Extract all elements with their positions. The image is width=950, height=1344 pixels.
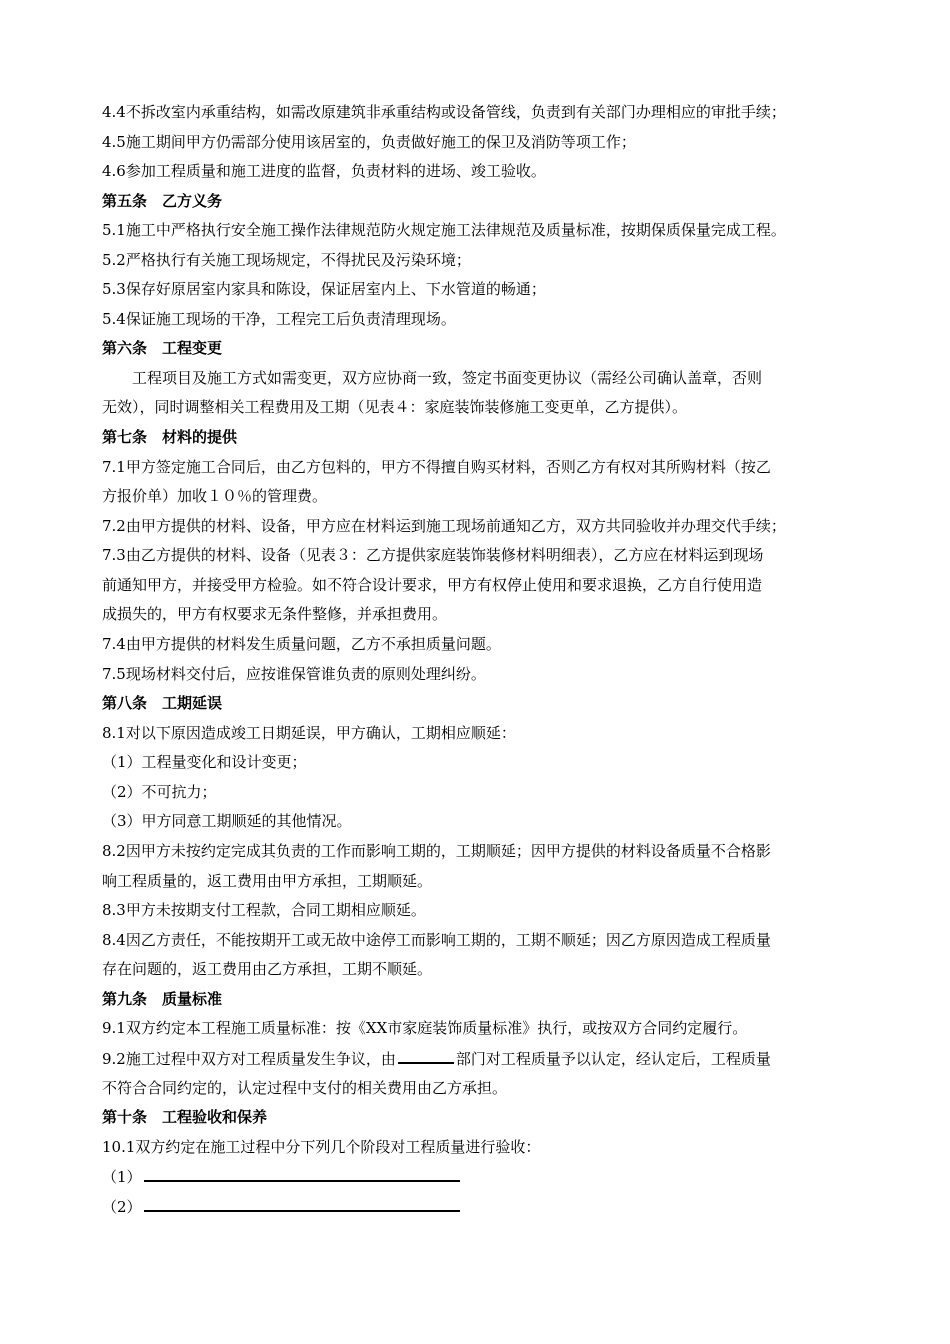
clause-line: 7.1甲方签定施工合同后，由乙方包料的，甲方不得擅自购买材料，否则乙方有权对其所购材料（按乙 bbox=[102, 458, 771, 476]
clause-line: 4.5施工期间甲方仍需部分使用该居室的，负责做好施工的保卫及消防等项工作； bbox=[102, 133, 636, 151]
clause-line: 8.2因甲方未按约定完成其负责的工作而影响工期的，工期顺延；因甲方提供的材料设备质量不合格影 bbox=[102, 842, 771, 860]
clause-line: 前通知甲方，并接受甲方检验。如不符合设计要求，甲方有权停止使用和要求退换，乙方自行使用造 bbox=[102, 576, 763, 594]
line-text: （2） bbox=[102, 1198, 142, 1216]
blank-underline bbox=[398, 1048, 454, 1064]
clause-line: 4.4不拆改室内承重结构，如需改原建筑非承重结构或设备管线，负责到有关部门办理相应的审批手续； bbox=[102, 103, 786, 121]
clause-line: 不符合合同约定的，认定过程中支付的相关费用由乙方承担。 bbox=[102, 1079, 508, 1097]
section-heading: 第八条 工期延误 bbox=[102, 694, 223, 712]
clause-line: 7.2由甲方提供的材料、设备，甲方应在材料运到施工现场前通知乙方，双方共同验收并办理交代手续； bbox=[102, 517, 786, 535]
fill-in-line bbox=[102, 1048, 771, 1069]
fill-in-line bbox=[102, 1196, 462, 1217]
clause-line: 7.5现场材料交付后，应按谁保管谁负责的原则处理纠纷。 bbox=[102, 665, 486, 683]
section-heading: 第六条 工程变更 bbox=[102, 339, 223, 357]
line-text: （1） bbox=[102, 1168, 142, 1186]
clause-line: 5.3保存好原居室内家具和陈设，保证居室内上、下水管道的畅通； bbox=[102, 280, 546, 298]
clause-line: 9.1双方约定本工程施工质量标准：按《XX市家庭装饰质量标准》执行，或按双方合同约定履行。 bbox=[102, 1019, 748, 1037]
clause-line: （1）工程量变化和设计变更； bbox=[102, 753, 307, 771]
blank-underline bbox=[144, 1196, 460, 1212]
clause-line: 8.3甲方未按期支付工程款，合同工期相应顺延。 bbox=[102, 901, 426, 919]
clause-line: 5.2严格执行有关施工现场规定，不得扰民及污染环境； bbox=[102, 251, 471, 269]
clause-line: 10.1双方约定在施工过程中分下列几个阶段对工程质量进行验收： bbox=[102, 1138, 541, 1156]
clause-line: 无效），同时调整相关工程费用及工期（见表４：家庭装饰装修施工变更单，乙方提供）。 bbox=[102, 398, 688, 416]
line-text: 部门对工程质量予以认定，经认定后，工程质量 bbox=[455, 1050, 771, 1068]
blank-underline bbox=[144, 1166, 460, 1182]
section-heading: 第五条 乙方义务 bbox=[102, 192, 223, 210]
clause-line: 存在问题的，返工费用由乙方承担，工期不顺延。 bbox=[102, 960, 433, 978]
clause-line: 7.3由乙方提供的材料、设备（见表３：乙方提供家庭装饰装修材料明细表），乙方应在材料运到现场 bbox=[102, 546, 764, 564]
section-heading: 第九条 质量标准 bbox=[102, 990, 223, 1008]
clause-line: 工程项目及施工方式如需变更，双方应协商一致，签定书面变更协议（需经公司确认盖章，否则 bbox=[102, 369, 763, 387]
clause-line: 成损失的，甲方有权要求无条件整修，并承担费用。 bbox=[102, 605, 448, 623]
clause-line: （3）甲方同意工期顺延的其他情况。 bbox=[102, 812, 352, 830]
section-heading: 第十条 工程验收和保养 bbox=[102, 1108, 268, 1126]
clause-line: 8.1对以下原因造成竣工日期延误，甲方确认，工期相应顺延： bbox=[102, 724, 516, 742]
clause-line: 5.4保证施工现场的干净，工程完工后负责清理现场。 bbox=[102, 310, 456, 328]
clause-line: 5.1施工中严格执行安全施工操作法律规范防火规定施工法律规范及质量标准，按期保质保量完成工程。 bbox=[102, 221, 786, 239]
line-text: 9.2施工过程中双方对工程质量发生争议，由 bbox=[102, 1050, 396, 1068]
clause-line: 7.4由甲方提供的材料发生质量问题，乙方不承担质量问题。 bbox=[102, 635, 501, 653]
clause-line: （2）不可抗力； bbox=[102, 783, 217, 801]
fill-in-line bbox=[102, 1166, 462, 1187]
clause-line: 方报价单）加收１０％的管理费。 bbox=[102, 487, 328, 505]
clause-line: 响工程质量的，返工费用由甲方承担，工期顺延。 bbox=[102, 872, 433, 890]
clause-line: 8.4因乙方责任，不能按期开工或无故中途停工而影响工期的，工期不顺延；因乙方原因造成工程质量 bbox=[102, 931, 771, 949]
clause-line: 4.6参加工程质量和施工进度的监督，负责材料的进场、竣工验收。 bbox=[102, 162, 546, 180]
section-heading: 第七条 材料的提供 bbox=[102, 428, 238, 446]
